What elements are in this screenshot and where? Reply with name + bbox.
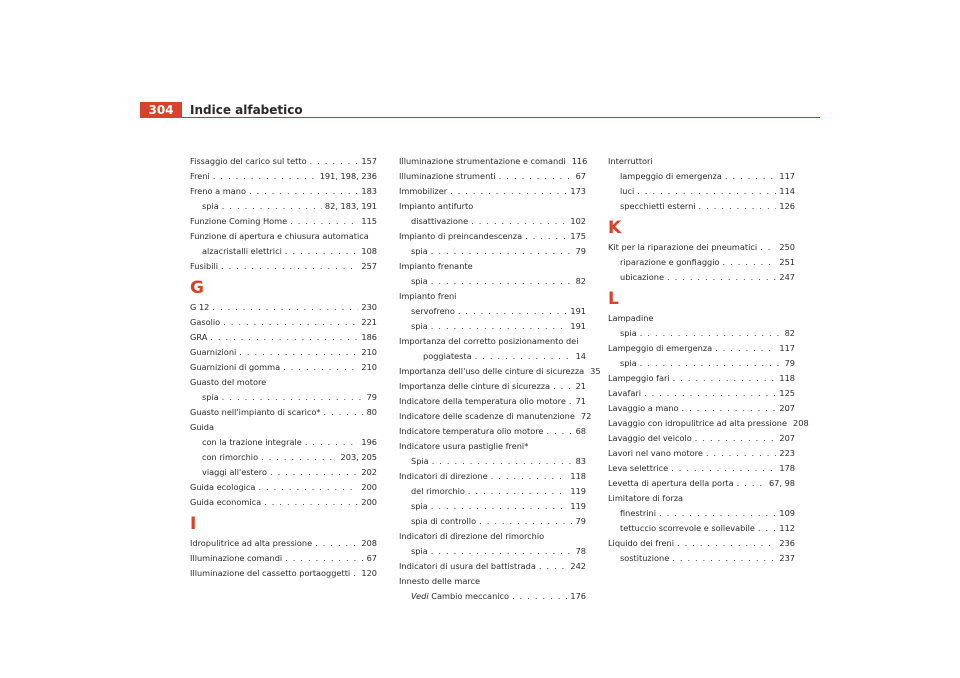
page-reference: 223 [779, 448, 795, 458]
index-subentry [190, 435, 377, 450]
index-entry [190, 480, 377, 495]
index-entry [608, 341, 795, 356]
dot-leader [264, 495, 358, 510]
index-term: Indicatori di direzione del rimorchio [399, 531, 545, 541]
index-term: Illuminazione strumenti [399, 171, 496, 181]
dot-leader [432, 454, 573, 469]
index-term: Illuminazione del cassetto portaoggetti [190, 568, 351, 578]
dot-leader [546, 424, 572, 439]
dot-leader [285, 244, 359, 259]
index-term: spia di controllo [411, 516, 477, 526]
index-term: Immobilizer [399, 186, 448, 196]
page-reference: 126 [779, 201, 795, 211]
index-term: Funzione di apertura e chiusura automatica [190, 231, 369, 241]
index-entry [190, 315, 377, 330]
dot-leader [512, 589, 567, 604]
page-reference: 210 [361, 347, 377, 357]
dot-leader [258, 480, 358, 495]
index-term: Impianto freni [399, 291, 457, 301]
index-subentry [399, 499, 586, 514]
index-entry [190, 536, 377, 551]
index-heading [190, 229, 377, 244]
index-term: Gasolio [190, 317, 221, 327]
index-term: spia [620, 358, 637, 368]
index-term: Illuminazione comandi [190, 553, 283, 563]
index-subentry [608, 506, 795, 521]
index-term: Lampadine [608, 313, 654, 323]
page-reference: 116 [571, 156, 588, 166]
index-heading [608, 154, 795, 169]
page-reference: 191, 198, 236 [319, 171, 377, 181]
index-term: ubicazione [620, 272, 664, 282]
index-term: Levetta di apertura della porta [608, 478, 734, 488]
page-reference: 71 [575, 396, 586, 406]
index-subentry [399, 319, 586, 334]
page-reference: 21 [575, 381, 586, 391]
index-term: Freni [190, 171, 210, 181]
dot-leader [682, 401, 777, 416]
index-entry [399, 559, 586, 574]
page-reference: 247 [779, 272, 795, 282]
index-term: Lavaggio del veicolo [608, 433, 692, 443]
index-term: spia [202, 392, 219, 402]
dot-leader [695, 431, 777, 446]
index-term: Freno a mano [190, 186, 246, 196]
index-term: Lavori nel vano motore [608, 448, 703, 458]
index-heading [399, 529, 586, 544]
index-entry [190, 259, 377, 274]
header-rule [182, 117, 820, 118]
index-term: Indicatore usura pastiglie freni* [399, 441, 529, 451]
dot-leader [723, 255, 777, 270]
index-term: Impianto antifurto [399, 201, 474, 211]
page-reference: 79 [575, 246, 586, 256]
index-term: viaggi all'estero [202, 467, 267, 477]
page-reference: 80 [366, 407, 377, 417]
page-reference: 82 [784, 328, 795, 338]
page-reference: 221 [361, 317, 377, 327]
dot-leader [525, 229, 567, 244]
index-entry [608, 386, 795, 401]
see-reference-label: Vedi [411, 591, 429, 601]
index-term: Indicatore della temperatura olio motore [399, 396, 566, 406]
index-subentry [608, 184, 795, 199]
dot-leader [431, 499, 568, 514]
index-term: specchietti esterni [620, 201, 696, 211]
page-reference: 78 [575, 546, 586, 556]
index-subentry [190, 199, 377, 214]
dot-leader [221, 259, 358, 274]
index-term: Guarnizioni [190, 347, 237, 357]
index-subentry [608, 270, 795, 285]
index-entry [190, 184, 377, 199]
index-term: del rimorchio [411, 486, 465, 496]
page-reference: 242 [570, 561, 586, 571]
page-reference: 191 [570, 321, 586, 331]
dot-leader [671, 461, 776, 476]
page-reference: 115 [361, 216, 377, 226]
index-term: spia [411, 501, 428, 511]
dot-leader [222, 390, 364, 405]
index-term: Leva selettrice [608, 463, 669, 473]
index-column-3 [608, 154, 809, 566]
section-letter: I [190, 514, 197, 534]
index-entry [399, 364, 601, 379]
index-subentry [399, 214, 586, 229]
dot-leader [673, 371, 777, 386]
page-reference: 176 [570, 591, 586, 601]
index-term: G 12 [190, 302, 210, 312]
index-heading [190, 375, 377, 390]
index-term: servofreno [411, 306, 455, 316]
index-entry [399, 184, 586, 199]
page-reference: 202 [361, 467, 377, 477]
index-term: disattivazione [411, 216, 469, 226]
page-reference: 117 [779, 343, 795, 353]
index-term: Guasto nell'impianto di scarico* [190, 407, 321, 417]
dot-leader [471, 214, 567, 229]
index-entry [399, 409, 592, 424]
index-term: GRA [190, 332, 208, 342]
index-heading [608, 311, 795, 326]
dot-leader [431, 544, 573, 559]
index-entry [608, 461, 795, 476]
dot-leader [475, 349, 573, 364]
index-term: Lavafari [608, 388, 641, 398]
index-term: Guarnizioni di gomma [190, 362, 281, 372]
dot-leader [290, 214, 358, 229]
page-reference: 82 [575, 276, 586, 286]
page-reference: 67 [366, 553, 377, 563]
index-entry [190, 495, 377, 510]
section-letter: L [608, 289, 619, 309]
dot-leader [677, 536, 776, 551]
index-subentry [190, 390, 377, 405]
index-heading [399, 439, 586, 454]
page-title: Indice alfabetico [190, 103, 303, 117]
index-subentry [608, 199, 795, 214]
dot-leader [270, 465, 358, 480]
page-reference: 157 [361, 156, 377, 166]
page-reference: 72 [580, 411, 592, 421]
dot-leader [569, 394, 573, 409]
page-reference: 183 [361, 186, 377, 196]
index-term: spia [411, 276, 428, 286]
index-subentry [608, 169, 795, 184]
dot-leader [324, 405, 364, 420]
index-entry [190, 154, 377, 169]
index-entry [399, 229, 586, 244]
index-term: Fissaggio del carico sul tetto [190, 156, 307, 166]
section-letter: K [608, 218, 622, 238]
dot-leader [458, 304, 568, 319]
index-entry [608, 240, 795, 255]
page-reference: 83 [575, 456, 586, 466]
index-entry [608, 416, 809, 431]
dot-leader [667, 270, 776, 285]
page-reference: 208 [361, 538, 377, 548]
dot-leader [706, 446, 776, 461]
page-reference: 207 [779, 433, 795, 443]
dot-leader [640, 326, 782, 341]
index-term: Spia [411, 456, 429, 466]
index-subentry [399, 349, 586, 364]
page-reference: 118 [779, 373, 795, 383]
index-term: Lavaggio con idropulitrice ad alta pressione [608, 418, 788, 428]
index-term: tettuccio scorrevole e sollevabile [620, 523, 755, 533]
page-reference: 200 [361, 497, 377, 507]
page-reference: 208 [793, 418, 809, 428]
index-entry [399, 394, 586, 409]
index-term: Idropulitrice ad alta pressione [190, 538, 313, 548]
index-entry [190, 330, 377, 345]
index-term: Indicatori di direzione [399, 471, 488, 481]
index-term: Kit per la riparazione dei pneumatici [608, 242, 758, 252]
dot-leader [431, 274, 573, 289]
page-reference: 119 [570, 501, 586, 511]
index-term: Fusibili [190, 261, 219, 271]
page-reference: 79 [366, 392, 377, 402]
index-term: Illuminazione strumentazione e comandi [399, 156, 566, 166]
index-heading [399, 334, 586, 349]
index-subentry [190, 465, 377, 480]
index-heading [399, 259, 586, 274]
index-subentry [399, 244, 586, 259]
page-number-tab: 304 [140, 102, 182, 118]
page-reference: 112 [779, 523, 795, 533]
index-term: con la trazione integrale [202, 437, 302, 447]
index-term: Impianto frenante [399, 261, 473, 271]
dot-leader [353, 566, 358, 581]
page-reference: 67, 98 [768, 478, 795, 488]
page-reference: 125 [779, 388, 795, 398]
page-reference: 120 [361, 568, 377, 578]
index-entry [608, 401, 795, 416]
index-subentry [399, 454, 586, 469]
index-heading [399, 289, 586, 304]
index-term: Importanza delle cinture di sicurezza [399, 381, 551, 391]
index-entry [190, 405, 377, 420]
index-term: sostituzione [620, 553, 670, 563]
dot-leader [640, 356, 782, 371]
index-heading [190, 420, 377, 435]
page-reference: 175 [570, 231, 586, 241]
dot-leader [223, 315, 358, 330]
index-entry [608, 371, 795, 386]
dot-leader [491, 469, 568, 484]
index-entry [608, 446, 795, 461]
index-entry [399, 379, 586, 394]
index-entry [399, 154, 586, 169]
index-heading [399, 574, 586, 589]
index-subentry [399, 274, 586, 289]
index-subentry [399, 304, 586, 319]
page-reference: 79 [575, 516, 586, 526]
page-reference: 178 [779, 463, 795, 473]
dot-leader [659, 506, 776, 521]
dot-leader [539, 559, 568, 574]
index-term: Limitatore di forza [608, 493, 684, 503]
dot-leader [479, 514, 572, 529]
index-term: spia [411, 321, 428, 331]
index-entry [608, 431, 795, 446]
dot-leader [499, 169, 573, 184]
dot-leader [468, 484, 567, 499]
index-subentry [190, 450, 377, 465]
index-term: Guasto del motore [190, 377, 267, 387]
index-term: alzacristalli elettrici [202, 246, 282, 256]
page-reference: 203, 205 [340, 452, 377, 462]
index-entry [190, 300, 377, 315]
index-term: riparazione e gonfiaggio [620, 257, 720, 267]
dot-leader [644, 386, 776, 401]
index-term: Lampeggio fari [608, 373, 670, 383]
dot-leader [310, 154, 359, 169]
index-column-1 [190, 154, 377, 581]
page-reference: 207 [779, 403, 795, 413]
page-reference: 108 [361, 246, 377, 256]
index-term: lampeggio di emergenza [620, 171, 722, 181]
dot-leader [305, 435, 359, 450]
dot-leader [239, 345, 358, 360]
page-reference: 67 [575, 171, 586, 181]
page-reference: 82, 183, 191 [324, 201, 377, 211]
page-reference: 35 [590, 366, 601, 376]
page-reference: 119 [570, 486, 586, 496]
index-entry [190, 169, 377, 184]
page-reference: 117 [779, 171, 795, 181]
dot-leader [715, 341, 776, 356]
index-entry [399, 169, 586, 184]
index-column-2 [399, 154, 601, 604]
index-heading [608, 491, 795, 506]
page-reference: 210 [361, 362, 377, 372]
page-reference: 257 [361, 261, 377, 271]
index-term: Indicatore delle scadenze di manutenzione [399, 411, 575, 421]
page-reference: 14 [575, 351, 586, 361]
dot-leader [431, 244, 573, 259]
dot-leader [285, 551, 363, 566]
page-reference: 109 [779, 508, 795, 518]
dot-leader [699, 199, 777, 214]
index-heading [399, 199, 586, 214]
index-entry [608, 536, 795, 551]
page-reference: 118 [570, 471, 586, 481]
dot-leader [450, 184, 567, 199]
page-reference: 102 [570, 216, 586, 226]
index-entry [190, 360, 377, 375]
index-entry [190, 214, 377, 229]
dot-leader [212, 300, 358, 315]
page-reference: 68 [575, 426, 586, 436]
index-entry [190, 566, 377, 581]
page-reference: 114 [779, 186, 795, 196]
index-term: spia [620, 328, 637, 338]
index-subentry [399, 589, 586, 604]
page-reference: 230 [361, 302, 377, 312]
page-reference: 250 [779, 242, 795, 252]
index-term: spia [411, 546, 428, 556]
dot-leader [760, 240, 776, 255]
index-entry [190, 345, 377, 360]
index-subentry [399, 544, 586, 559]
index-term: Guida ecologica [190, 482, 256, 492]
index-subentry [608, 551, 795, 566]
index-term: con rimorchio [202, 452, 259, 462]
index-term: Lampeggio di emergenza [608, 343, 713, 353]
index-term: finestrini [620, 508, 656, 518]
index-term: spia [411, 246, 428, 256]
page-reference: 236 [779, 538, 795, 548]
index-entry [190, 551, 377, 566]
dot-leader [553, 379, 573, 394]
dot-leader [737, 476, 766, 491]
page-reference: 186 [361, 332, 377, 342]
page-reference: 196 [361, 437, 377, 447]
index-term: Innesto delle marce [399, 576, 481, 586]
index-term: Guida [190, 422, 215, 432]
index-subentry [608, 356, 795, 371]
page-reference: 173 [570, 186, 586, 196]
dot-leader [213, 169, 317, 184]
index-term: Importanza del corretto posizionamento dei [399, 336, 579, 346]
page-reference: 200 [361, 482, 377, 492]
index-term: Indicatori di usura del battistrada [399, 561, 536, 571]
index-subentry [608, 521, 795, 536]
dot-leader [758, 521, 776, 536]
dot-leader [210, 330, 358, 345]
page-reference: 79 [784, 358, 795, 368]
dot-leader [637, 184, 776, 199]
page-reference: 237 [779, 553, 795, 563]
index-subentry [190, 244, 377, 259]
index-term: Guida economica [190, 497, 262, 507]
page-reference: 191 [570, 306, 586, 316]
index-term: Cambio meccanico [431, 591, 510, 601]
page-reference: 251 [779, 257, 795, 267]
section-letter: G [190, 278, 204, 298]
index-subentry [399, 484, 586, 499]
index-subentry [608, 326, 795, 341]
index-entry [399, 424, 586, 439]
dot-leader [672, 551, 776, 566]
index-term: spia [202, 201, 219, 211]
index-entry [399, 469, 586, 484]
dot-leader [283, 360, 358, 375]
index-term: luci [620, 186, 635, 196]
index-subentry [399, 514, 586, 529]
index-term: Funzione Coming Home [190, 216, 288, 226]
index-term: Interruttori [608, 156, 653, 166]
dot-leader [315, 536, 358, 551]
index-term: Liquido dei freni [608, 538, 674, 548]
index-subentry [608, 255, 795, 270]
dot-leader [725, 169, 776, 184]
index-term: Impianto di preincandescenza [399, 231, 523, 241]
index-entry [608, 476, 795, 491]
index-term: Lavaggio a mano [608, 403, 679, 413]
dot-leader [261, 450, 337, 465]
dot-leader [431, 319, 568, 334]
dot-leader [222, 199, 322, 214]
index-term: Importanza dell'uso delle cinture di sicurezza [399, 366, 585, 376]
index-term: Indicatore temperatura olio motore [399, 426, 544, 436]
index-term: poggiatesta [423, 351, 472, 361]
dot-leader [249, 184, 358, 199]
